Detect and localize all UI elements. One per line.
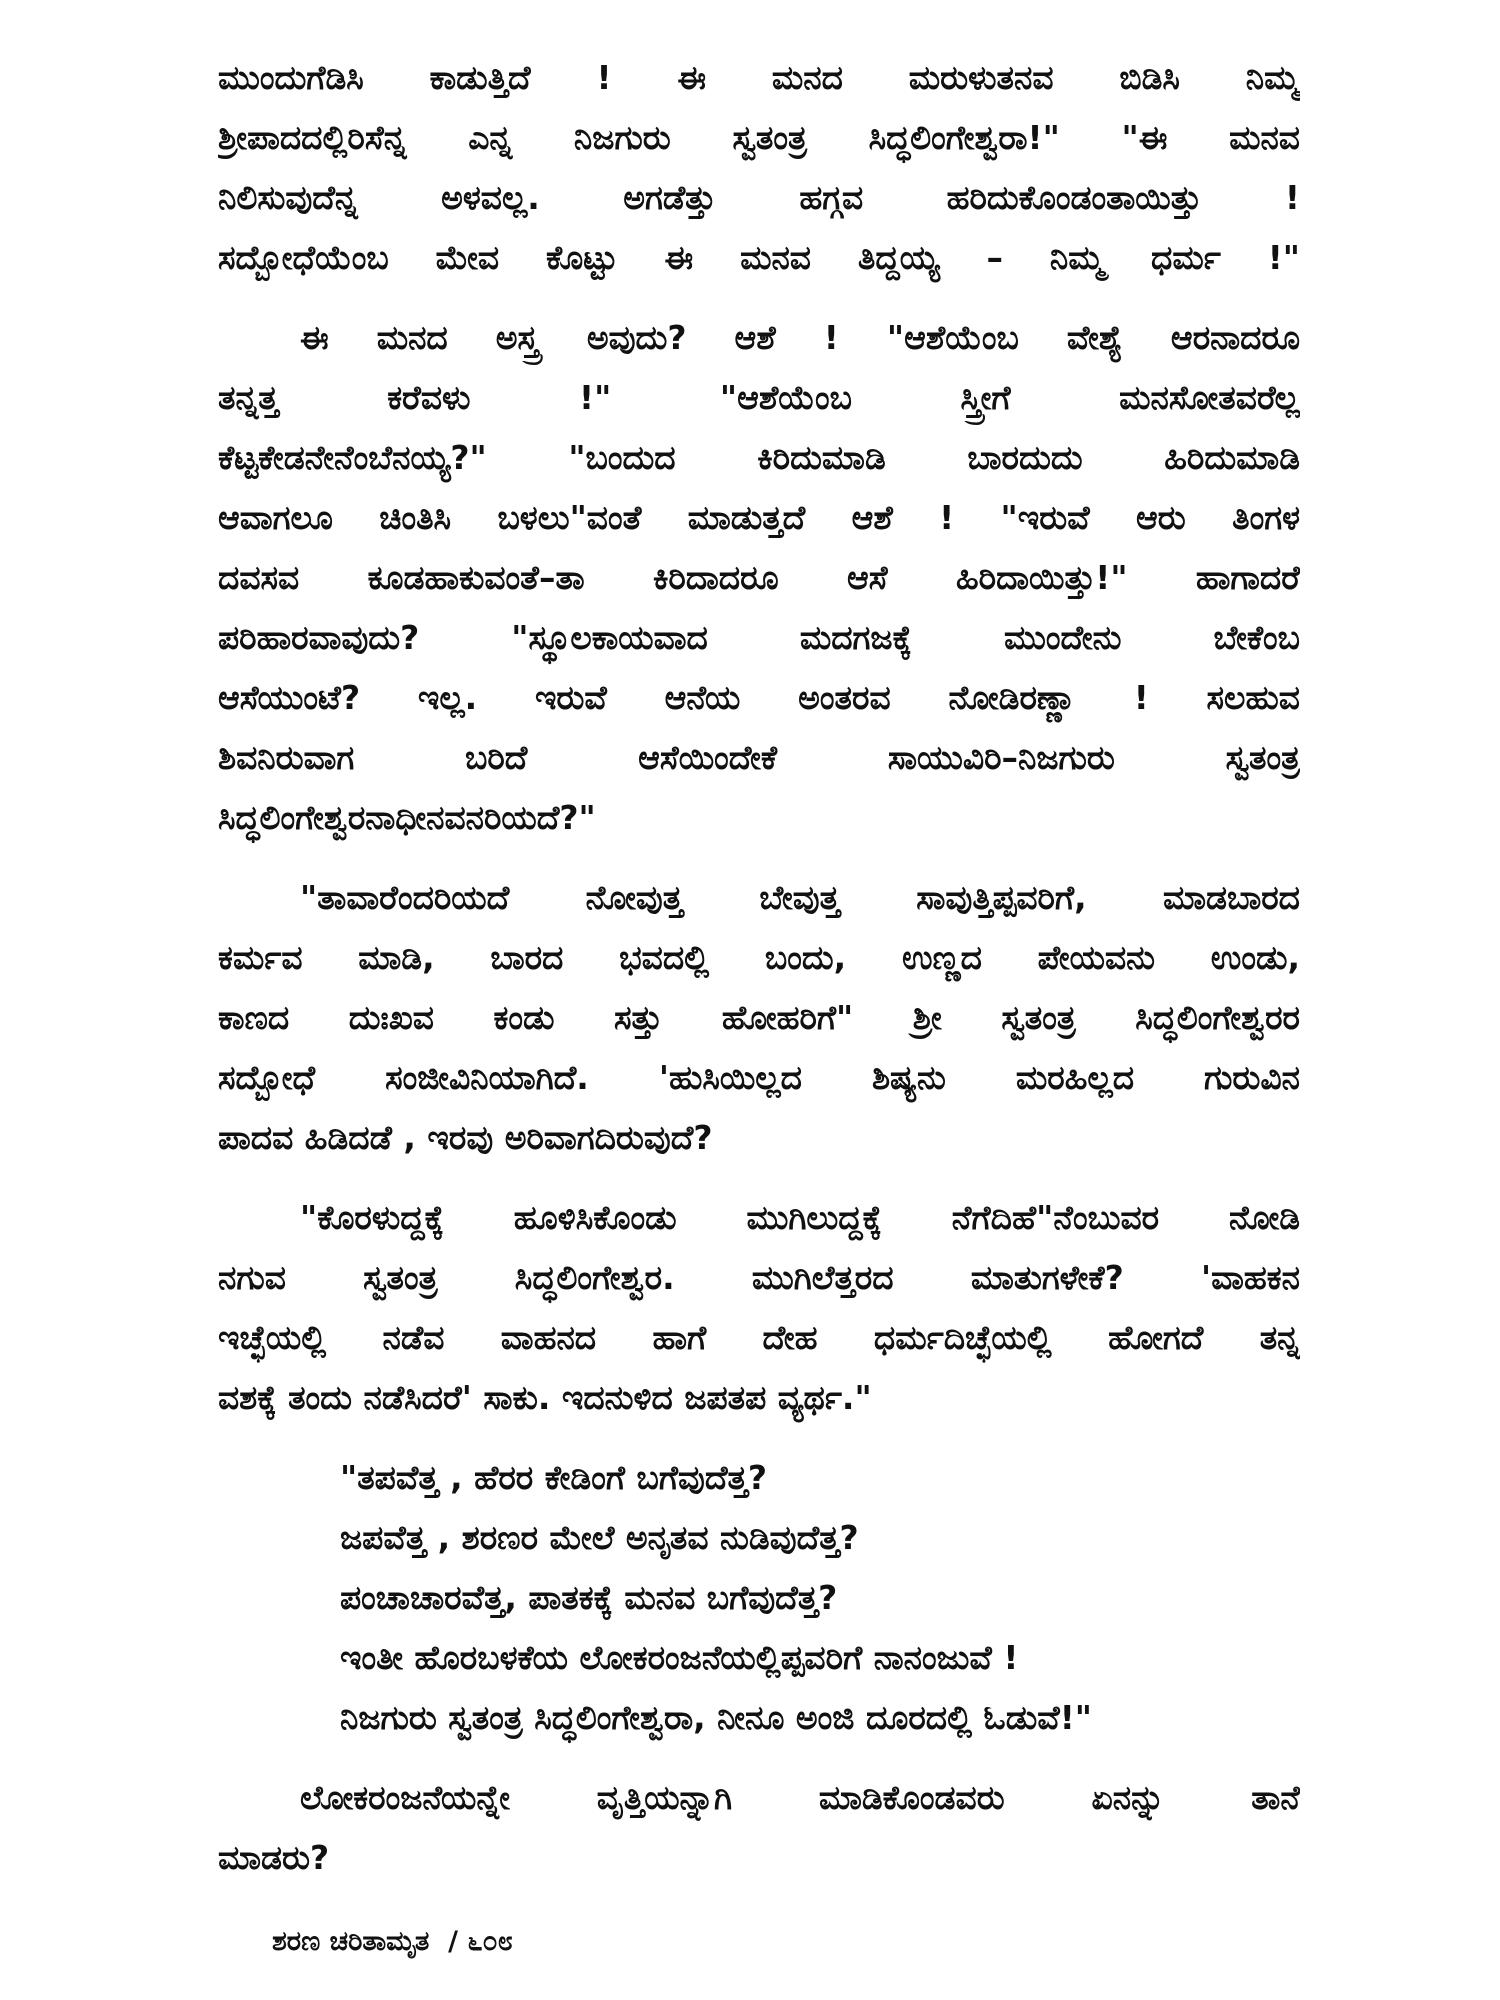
verse-line: ನಿಜಗುರು ಸ್ವತಂತ್ರ ಸಿದ್ಧಲಿಂಗೇಶ್ವರಾ, ನೀನೂ ಅಂಜಿ ದೂರದಲ್ಲಿ ಓಡುವೆ!" (340, 1698, 1092, 1737)
paragraph-gap (218, 1748, 1300, 1768)
text-line: ಮಾಡರು? (218, 1838, 330, 1877)
text-line: "ತಾವಾರೆಂದರಿಯದೆ ನೋವುತ್ತ ಬೇವುತ್ತ ಸಾವುತ್ತಿಪ್ಪವರಿಗೆ, ಮಾಡಬಾರದ (300, 878, 1300, 917)
paragraph-gap (218, 848, 1300, 868)
text-line: ಶಿವನಿರುವಾಗ ಬರಿದೆ ಆಸೆಯಿಂದೇಕೆ ಸಾಯುವಿರಿ–ನಿಜಗುರು ಸ್ವತಂತ್ರ (218, 738, 1300, 777)
verse-line: ಇಂತೀ ಹೊರಬಳಕೆಯ ಲೋಕರಂಜನೆಯಲ್ಲಿಪ್ಪವರಿಗೆ ನಾನಂಜುವೆ ! (340, 1638, 1019, 1677)
text-line: ಇಚ್ಛೆಯಲ್ಲಿ ನಡೆವ ವಾಹನದ ಹಾಗೆ ದೇಹ ಧರ್ಮದಿಚ್ಛೆಯಲ್ಲಿ ಹೋಗದೆ ತನ್ನ (218, 1318, 1300, 1357)
footer-page-number: ೬೦೮ (467, 1926, 513, 1957)
text-line: ಸದ್ಬೋಧೆ ಸಂಜೀವಿನಿಯಾಗಿದೆ. 'ಹುಸಿಯಿಲ್ಲದ ಶಿಷ್ಯನು ಮರಹಿಲ್ಲದ ಗುರುವಿನ (218, 1058, 1300, 1097)
text-line: ಲೋಕರಂಜನೆಯನ್ನೇ ವೃತ್ತಿಯನ್ನಾಗಿ ಮಾಡಿಕೊಂಡವರು ಏನನ್ನು ತಾನೆ (300, 1778, 1300, 1817)
text-line: ನಗುವ ಸ್ವತಂತ್ರ ಸಿದ್ಧಲಿಂಗೇಶ್ವರ. ಮುಗಿಲೆತ್ತರದ ಮಾತುಗಳೇಕೆ? 'ವಾಹಕನ (218, 1258, 1300, 1297)
text-line: ಪರಿಹಾರವಾವುದು? "ಸ್ಥೂಲಕಾಯವಾದ ಮದಗಜಕ್ಕೆ ಮುಂದೇನು ಬೇಕೆಂಬ (218, 618, 1300, 657)
text-line: ಪಾದವ ಹಿಡಿದಡೆ , ಇರವು ಅರಿವಾಗದಿರುವುದೆ? (218, 1118, 713, 1157)
text-line: ಆಸೆಯುಂಟೆ? ಇಲ್ಲ. ಇರುವೆ ಆನೆಯ ಅಂತರವ ನೋಡಿರಣ್ಣಾ ! ಸಲಹುವ (218, 678, 1300, 717)
footer-book-title: ಶರಣ ಚರಿತಾಮೃತ (272, 1926, 430, 1957)
verse-line: "ತಪವೆತ್ತ , ಹೆರರ ಕೇಡಿಂಗೆ ಬಗೆವುದೆತ್ತ? (340, 1458, 767, 1497)
paragraph-2 (218, 308, 1300, 848)
page-body (218, 48, 1300, 1888)
text-line: ವಶಕ್ಕೆ ತಂದು ನಡೆಸಿದರೆ' ಸಾಕು. ಇದನುಳಿದ ಜಪತಪ ವ್ಯರ್ಥ." (218, 1378, 872, 1417)
paragraph-gap (218, 1428, 1300, 1448)
text-line: ಸದ್ಬೋಧೆಯೆಂಬ ಮೇವ ಕೊಟ್ಟು ಈ ಮನವ ತಿದ್ದಯ್ಯ – ನಿಮ್ಮ ಧರ್ಮ !" (218, 238, 1300, 277)
paragraph-3 (218, 868, 1300, 1168)
text-line: ತನ್ನತ್ತ ಕರೆವಳು !" "ಆಶೆಯೆಂಬ ಸ್ತ್ರೀಗೆ ಮನಸೋತವರೆಲ್ಲ (218, 378, 1300, 417)
text-line: "ಕೊರಳುದ್ದಕ್ಕೆ ಹೂಳಿಸಿಕೊಂಡು ಮುಗಿಲುದ್ದಕ್ಕೆ ನೆಗೆದಿಹೆ"ನೆಂಬುವರ ನೋಡಿ (300, 1198, 1300, 1237)
paragraph-1 (218, 48, 1300, 288)
verse-line: ಜಪವೆತ್ತ , ಶರಣರ ಮೇಲೆ ಅನೃತವ ನುಡಿವುದೆತ್ತ? (340, 1518, 859, 1557)
text-line: ಶ್ರೀಪಾದದಲ್ಲಿರಿಸೆನ್ನ ಎನ್ನ ನಿಜಗುರು ಸ್ವತಂತ್ರ ಸಿದ್ಧಲಿಂಗೇಶ್ವರಾ!" "ಈ ಮನವ (218, 118, 1300, 157)
text-line: ಆವಾಗಲೂ ಚಿಂತಿಸಿ ಬಳಲು"ವಂತೆ ಮಾಡುತ್ತದೆ ಆಶೆ ! "ಇರುವೆ ಆರು ತಿಂಗಳ (218, 498, 1300, 537)
paragraph-4 (218, 1188, 1300, 1428)
text-line: ದವಸವ ಕೂಡಹಾಕುವಂತೆ–ತಾ ಕಿರಿದಾದರೂ ಆಸೆ ಹಿರಿದಾಯಿತ್ತು!" ಹಾಗಾದರೆ (218, 558, 1300, 597)
text-line: ಕರ್ಮವ ಮಾಡಿ, ಬಾರದ ಭವದಲ್ಲಿ ಬಂದು, ಉಣ್ಣದ ಪೇಯವನು ಉಂಡು, (218, 938, 1300, 977)
text-line: ಈ ಮನದ ಅಸ್ತ್ರ ಅವುದು? ಆಶೆ ! "ಆಶೆಯೆಂಬ ವೇಶ್ಯೆ ಆರನಾದರೂ (300, 318, 1300, 357)
footer-separator: / (448, 1926, 458, 1957)
paragraph-gap (218, 1168, 1300, 1188)
text-line: ಮುಂದುಗೆಡಿಸಿ ಕಾಡುತ್ತಿದೆ ! ಈ ಮನದ ಮರುಳುತನವ ಬಿಡಿಸಿ ನಿಮ್ಮ (218, 58, 1300, 97)
verse-block (218, 1448, 1300, 1748)
text-line: ಸಿದ್ಧಲಿಂಗೇಶ್ವರನಾಧೀನವನರಿಯದೆ?" (218, 798, 596, 837)
text-line: ನಿಲಿಸುವುದೆನ್ನ ಅಳವಲ್ಲ. ಅಗಡೆತ್ತು ಹಗ್ಗವ ಹರಿದುಕೊಂಡಂತಾಯಿತ್ತು ! (218, 178, 1300, 217)
closing-paragraph (218, 1768, 1300, 1888)
verse-line: ಪಂಚಾಚಾರವೆತ್ತ, ಪಾತಕಕ್ಕೆ ಮನವ ಬಗೆವುದೆತ್ತ? (340, 1578, 838, 1617)
paragraph-gap (218, 288, 1300, 308)
text-line: ಕೆಟ್ಟಕೇಡನೇನೆಂಬೆನಯ್ಯ?" "ಬಂದುದ ಕಿರಿದುಮಾಡಿ ಬಾರದುದು ಹಿರಿದುಮಾಡಿ (218, 438, 1300, 477)
text-line: ಕಾಣದ ದುಃಖವ ಕಂಡು ಸತ್ತು ಹೋಹರಿಗೆ" ಶ್ರೀ ಸ್ವತಂತ್ರ ಸಿದ್ಧಲಿಂಗೇಶ್ವರರ (218, 998, 1300, 1037)
page-footer (272, 1922, 513, 1962)
